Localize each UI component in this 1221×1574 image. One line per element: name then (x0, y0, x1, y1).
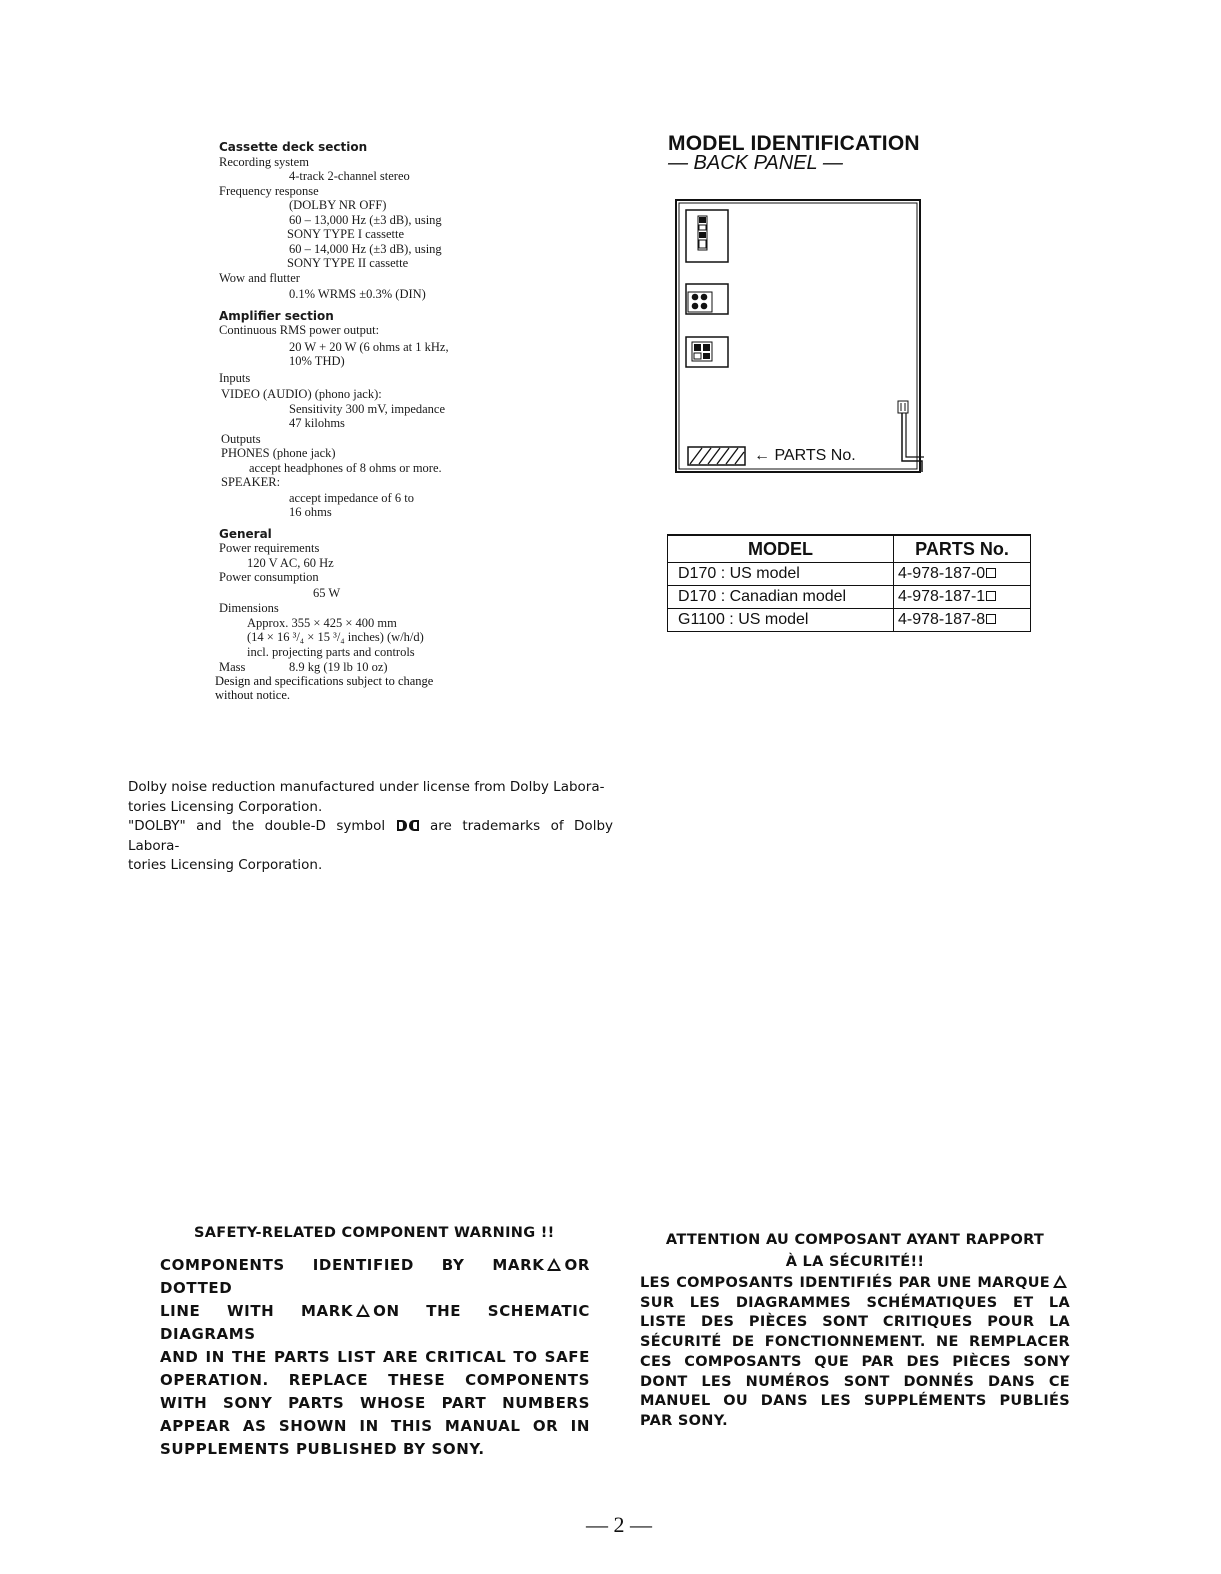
dolby-line-3 (128, 817, 613, 856)
recording-label: Recording system (219, 154, 309, 169)
wow-value: 0.1% WRMS ±0.3% (DIN) (289, 287, 426, 301)
warning-en-line-2: LINE WITH MARK ON THE SCHEMATIC DIAGRAMS (160, 1302, 590, 1343)
phones-label: PHONES (phone jack) (221, 446, 336, 460)
warning-en-rest: AND IN THE PARTS LIST ARE CRITICAL TO SAFE OPERATION. REPLACE THESE COMPONENTS WITH SONY PARTS WHOSE PART NUMBERS APPEAR AS SHOWN IN THIS MANUAL OR IN SUPPLEMENTS PUBLISHED BY SONY. (160, 1348, 590, 1458)
warning-fr-title-2: À LA SÉCURITÉ!! (785, 1254, 925, 1270)
checkbox-square-icon (986, 591, 996, 601)
warning-fr-title-1: ATTENTION AU COMPOSANT AYANT RAPPORT (665, 1232, 1045, 1248)
phones-value: accept headphones of 8 ohms or more. (249, 460, 442, 475)
model-cell: G1100 : US model (668, 609, 894, 632)
freq-2b: SONY TYPE II cassette (287, 256, 409, 270)
model-id-title: MODEL IDENTIFICATION (668, 132, 920, 155)
freq-label: Frequency response (219, 183, 319, 198)
model-parts-table (667, 534, 1031, 632)
freq-2a: 60 – 14,000 Hz (±3 dB), using (289, 241, 442, 256)
dolby-notice (128, 778, 613, 876)
dolby-line-3a: "DOLBY" and the double-D symbol (128, 818, 386, 834)
warning-triangle-icon (1053, 1275, 1067, 1288)
recording-value: 4-track 2-channel stereo (289, 169, 410, 183)
dim-1: Approx. 355 × 425 × 400 mm (247, 615, 397, 630)
speaker-label: SPEAKER: (221, 475, 281, 489)
amplifier-heading: Amplifier section (219, 308, 334, 323)
rms-1: 20 W + 20 W (6 ohms at 1 kHz, (289, 339, 449, 354)
spec-note (215, 674, 433, 702)
inputs-label: Inputs (219, 370, 251, 385)
table-row (668, 586, 1031, 609)
dolby-line-1: Dolby noise reduction manufactured under license from Dolby Labora- (128, 779, 605, 795)
power-req-label: Power requirements (219, 541, 320, 555)
parts-cell: 4-978-187-0 (894, 563, 1031, 586)
power-cons-label: Power consumption (219, 570, 319, 584)
warning-fr-rest: SUR LES DIAGRAMMES SCHÉMATIQUES ET LA LISTE DES PIÈCES SONT CRITIQUES POUR LA SÉCURITÉ DE FONCTIONNEMENT. NE REMPLACER CES COMPOSANTS QUE PAR DES PIÈCES SONY DONT LES NUMÉROS SONT DONNÉS DANS CE MANUEL OU DANS LES SUPPLÉMENTS PUBLIÉS PAR SONY. (640, 1294, 1070, 1429)
mass-value: 8.9 kg (19 lb 10 oz) (289, 660, 388, 674)
warning-triangle-icon (356, 1304, 370, 1317)
header-parts: PARTS No. (894, 535, 1031, 563)
model-cell: D170 : Canadian model (668, 586, 894, 609)
spec-note-2: without notice. (215, 688, 290, 702)
table-row (668, 609, 1031, 632)
warning-fr-title (640, 1229, 1070, 1273)
dim-2: (14 × 16 ³/₄ × 15 ³/₄ inches) (w/h/d) (247, 630, 424, 644)
mass-label: Mass (219, 660, 246, 674)
video-2: 47 kilohms (289, 416, 345, 430)
video-label: VIDEO (AUDIO) (phono jack): (221, 387, 382, 401)
cassette-heading: Cassette deck section (219, 140, 368, 154)
freq-1a: 60 – 13,000 Hz (±3 dB), using (289, 212, 442, 227)
header-model: MODEL (668, 535, 894, 563)
speaker-1: accept impedance of 6 to (289, 490, 414, 505)
dolby-line-3b: are trademarks of Dolby Labora- (128, 818, 614, 854)
general-heading: General (219, 526, 272, 541)
dolby-line-2: tories Licensing Corporation. (128, 798, 323, 815)
power-req-value: 120 V AC, 60 Hz (247, 555, 334, 570)
video-1: Sensitivity 300 mV, impedance (289, 401, 446, 416)
dim-label: Dimensions (219, 601, 279, 615)
dim-3: incl. projecting parts and controls (247, 644, 415, 659)
checkbox-square-icon (986, 568, 996, 578)
outputs-label: Outputs (221, 431, 261, 446)
rms-label: Continuous RMS power output: (219, 323, 380, 337)
dolby-line-4: tories Licensing Corporation. (128, 857, 323, 873)
warning-en-line-1: COMPONENTS IDENTIFIED BY MARK OR DOTTED (160, 1256, 590, 1297)
model-cell: D170 : US model (668, 563, 894, 586)
speaker-2: 16 ohms (289, 505, 332, 519)
page-number: — 2 — (586, 1512, 652, 1537)
specifications (219, 140, 519, 675)
rms-2: 10% THD) (289, 354, 345, 368)
freq-nr: (DOLBY NR OFF) (289, 198, 387, 212)
table-header-row (668, 535, 1031, 563)
parts-cell: 4-978-187-1 (894, 586, 1031, 609)
model-id-subtitle: — BACK PANEL — (668, 152, 843, 174)
warning-fr-body (640, 1274, 1070, 1432)
table-row (668, 563, 1031, 586)
warning-triangle-icon (547, 1258, 561, 1271)
back-panel-diagram (672, 196, 928, 478)
spec-note-1: Design and specifications subject to change (215, 674, 434, 688)
parts-cell: 4-978-187-8 (894, 609, 1031, 632)
wow-label: Wow and flutter (219, 270, 300, 285)
double-d-icon (396, 818, 420, 834)
warning-en-title: SAFETY-RELATED COMPONENT WARNING !! (194, 1225, 555, 1241)
jack-block (686, 284, 728, 314)
power-cons-value: 65 W (313, 585, 341, 600)
warning-en-body (160, 1254, 590, 1461)
freq-1b: SONY TYPE I cassette (287, 227, 404, 241)
mass-row (219, 660, 519, 675)
parts-no-pointer: ← PARTS No. (754, 447, 856, 464)
checkbox-square-icon (986, 614, 996, 624)
warning-fr-line-1: LES COMPOSANTS IDENTIFIÉS PAR UNE MARQUE (640, 1274, 1070, 1294)
